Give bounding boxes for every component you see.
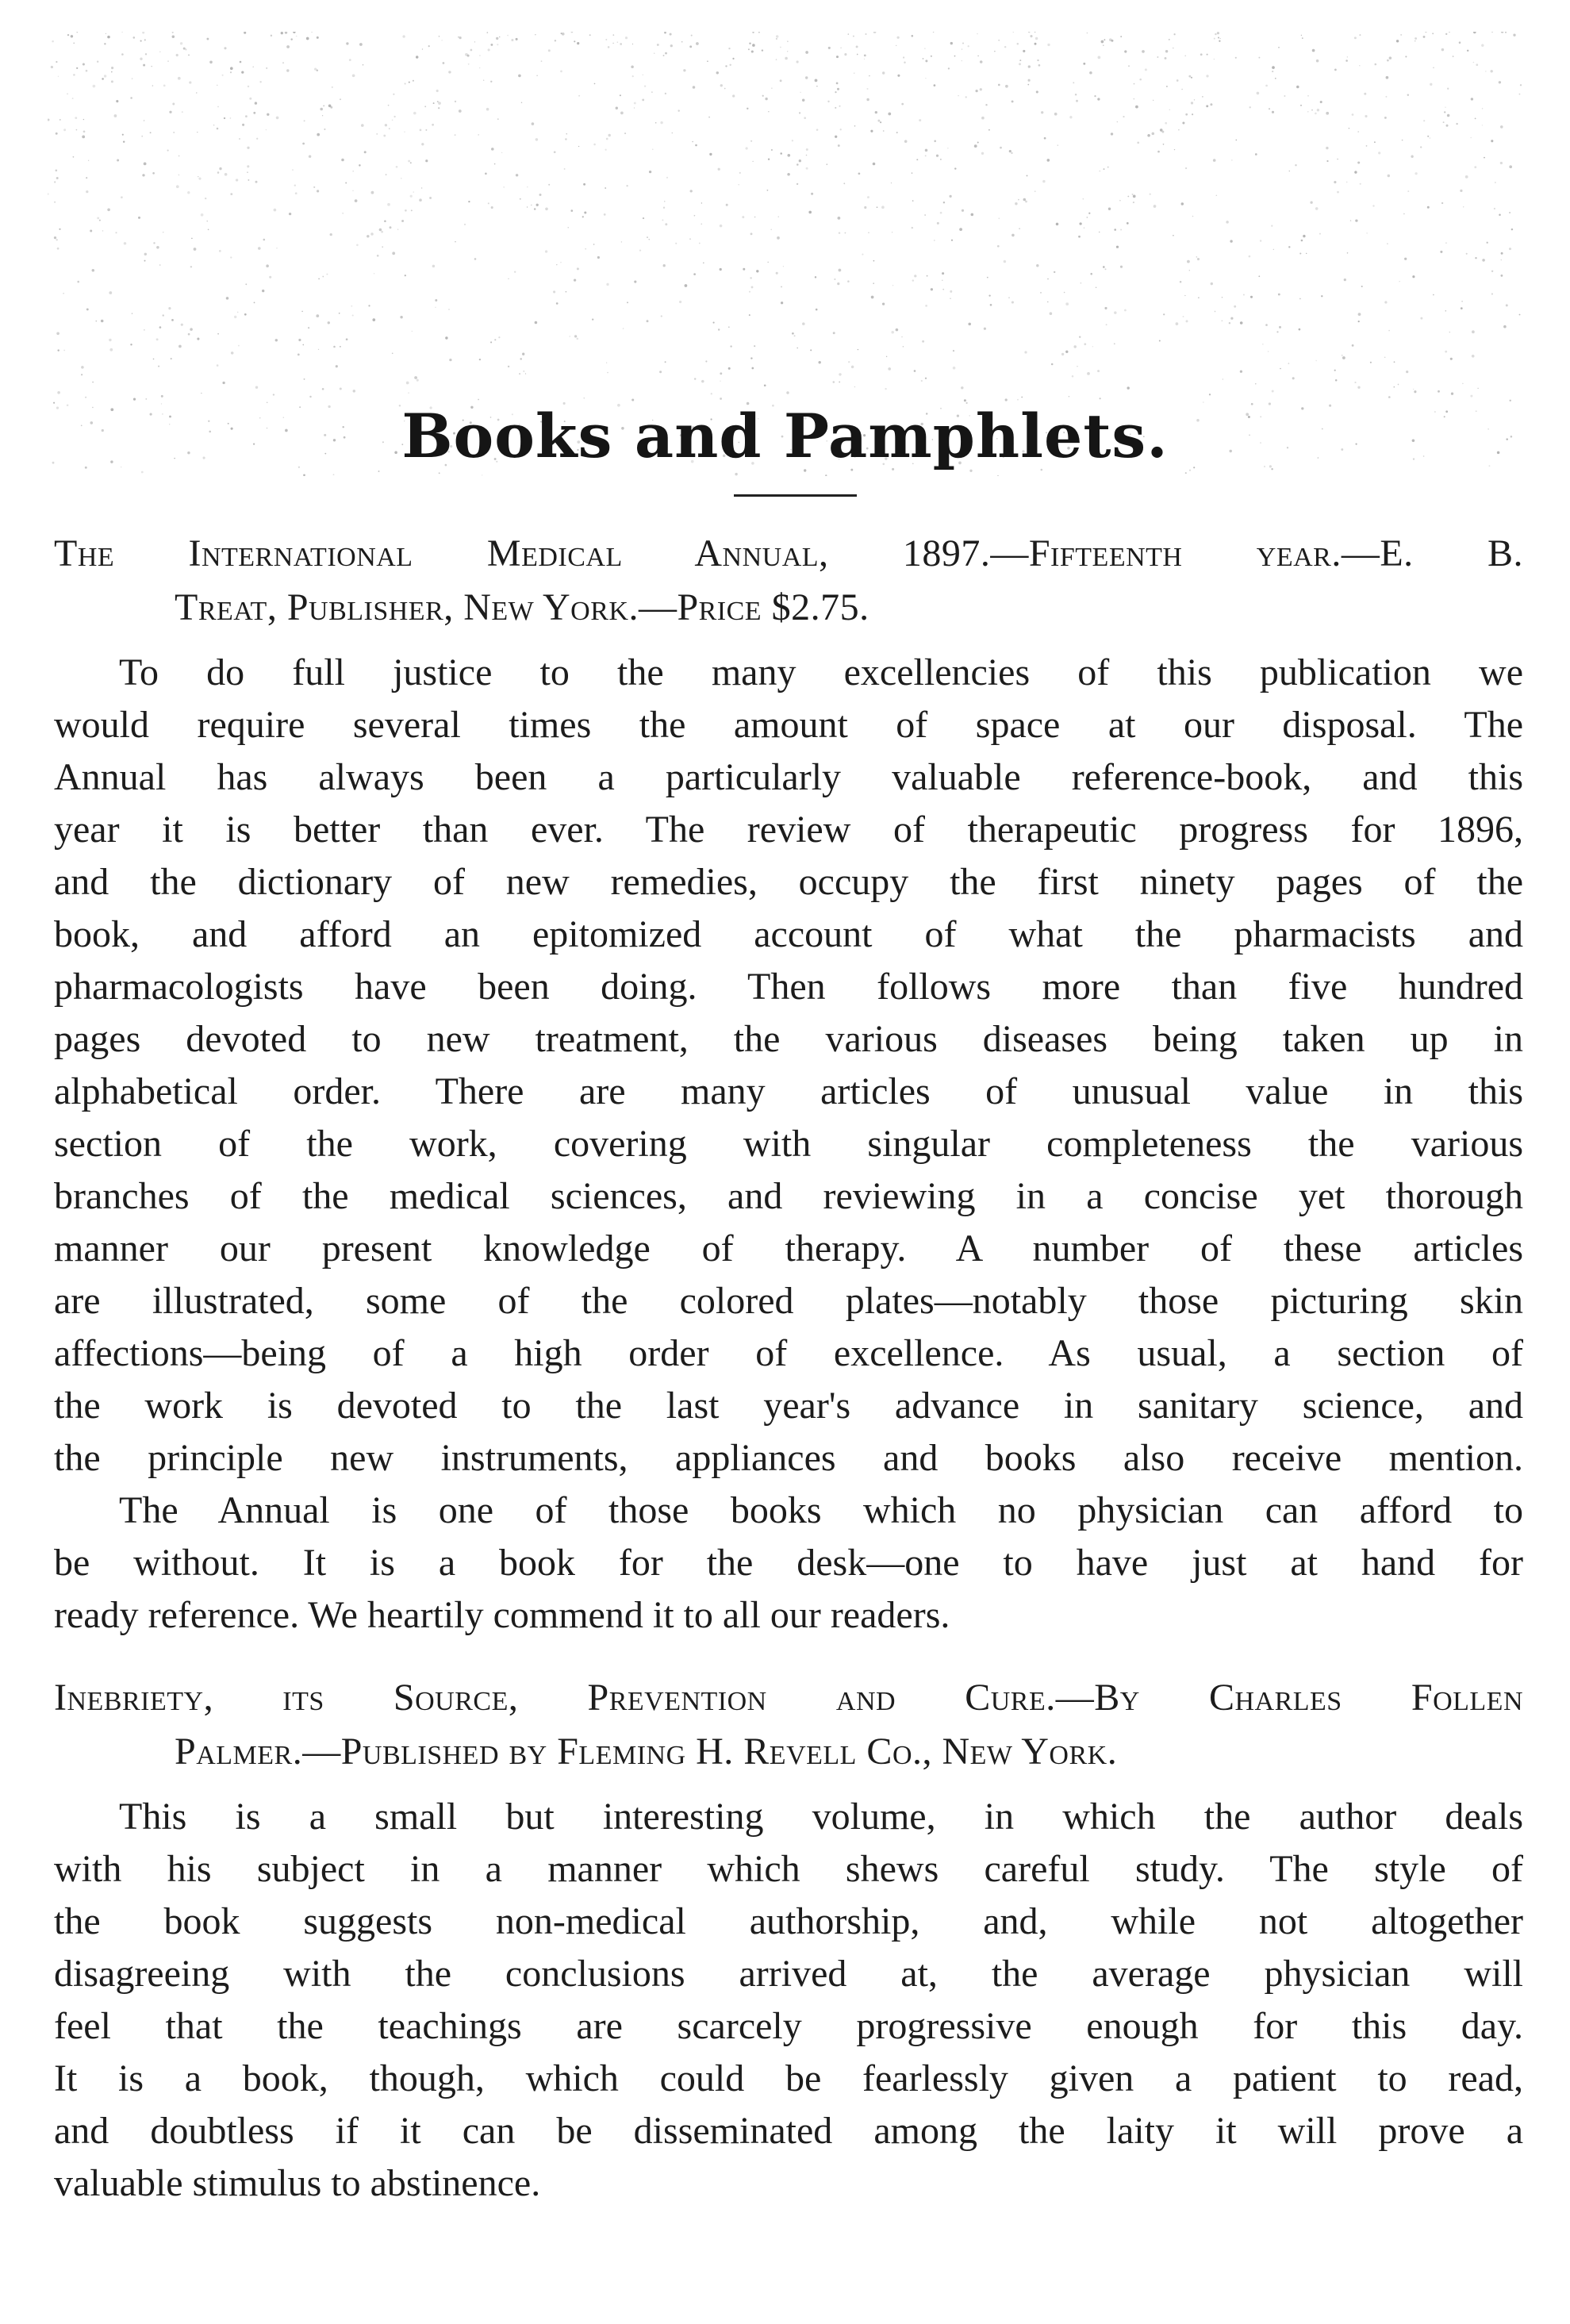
review-1-body-line: section of the work, covering with singular completeness the various <box>54 1123 1523 1165</box>
review-2-body-line: This is a small but interesting volume, in which the author deals <box>119 1796 1523 1838</box>
review-2-body-line: valuable stimulus to abstinence. <box>54 2162 541 2204</box>
review-1-body-line: book, and afford an epitomized account of what the pharmacists and <box>54 913 1523 955</box>
review-1-body-line: ready reference. We heartily commend it to all our readers. <box>54 1594 950 1636</box>
review-1-title-line-1: The International Medical Annual, 1897.—Fifteenth year.—E. B. <box>54 532 1523 574</box>
review-1-body-line: are illustrated, some of the colored plates—notably those picturing skin <box>54 1280 1523 1322</box>
review-1-body-line: pharmacologists have been doing. Then follows more than five hundred <box>54 966 1523 1008</box>
review-1-body-line: be without. It is a book for the desk—one to have just at hand for <box>54 1542 1523 1584</box>
review-2-body-line: It is a book, though, which could be fearlessly given a patient to read, <box>54 2057 1523 2099</box>
review-1-body-line: and the dictionary of new remedies, occupy the first ninety pages of the <box>54 861 1523 903</box>
review-1-body-line: alphabetical order. There are many articles of unusual value in this <box>54 1070 1523 1112</box>
review-1-title-line-2: Treat, Publisher, New York.—Price $2.75. <box>175 586 869 628</box>
review-1-body-line: The Annual is one of those books which no physician can afford to <box>119 1489 1523 1531</box>
review-2-body-line: and doubtless if it can be disseminated among the laity it will prove a <box>54 2110 1523 2152</box>
review-1-body-line: Annual has always been a particularly valuable reference-book, and this <box>54 756 1523 798</box>
review-1-body-line: affections—being of a high order of excellence. As usual, a section of <box>54 1332 1523 1374</box>
review-2-body-line: disagreeing with the conclusions arrived at, the average physician will <box>54 1953 1523 1995</box>
review-2-title-line-1: Inebriety, its Source, Prevention and Cure.—By Charles Follen <box>54 1677 1523 1719</box>
review-1-body-line: To do full justice to the many excellencies of this publication we <box>119 651 1523 693</box>
review-2-body-line: with his subject in a manner which shews careful study. The style of <box>54 1848 1523 1890</box>
review-1-body-line: would require several times the amount of space at our disposal. The <box>54 704 1523 746</box>
review-2-title-line-2: Palmer.—Published by Fleming H. Revell Co., New York. <box>175 1731 1118 1773</box>
heading-rule <box>734 494 857 497</box>
review-1-body-line: the work is devoted to the last year's advance in sanitary science, and <box>54 1385 1523 1427</box>
page-heading: Books and Pamphlets. <box>401 401 1169 471</box>
review-1-body-line: the principle new instruments, appliances and books also receive mention. <box>54 1437 1523 1479</box>
review-1-body-line: manner our present knowledge of therapy. A number of these articles <box>54 1227 1523 1270</box>
review-2-body-line: feel that the teachings are scarcely progressive enough for this day. <box>54 2005 1523 2047</box>
review-1-body-line: year it is better than ever. The review of therapeutic progress for 1896, <box>54 809 1523 851</box>
review-1-body-line: pages devoted to new treatment, the various diseases being taken up in <box>54 1018 1523 1060</box>
review-1-body-line: branches of the medical sciences, and reviewing in a concise yet thorough <box>54 1175 1523 1217</box>
review-2-body-line: the book suggests non-medical authorship, and, while not altogether <box>54 1900 1523 1942</box>
